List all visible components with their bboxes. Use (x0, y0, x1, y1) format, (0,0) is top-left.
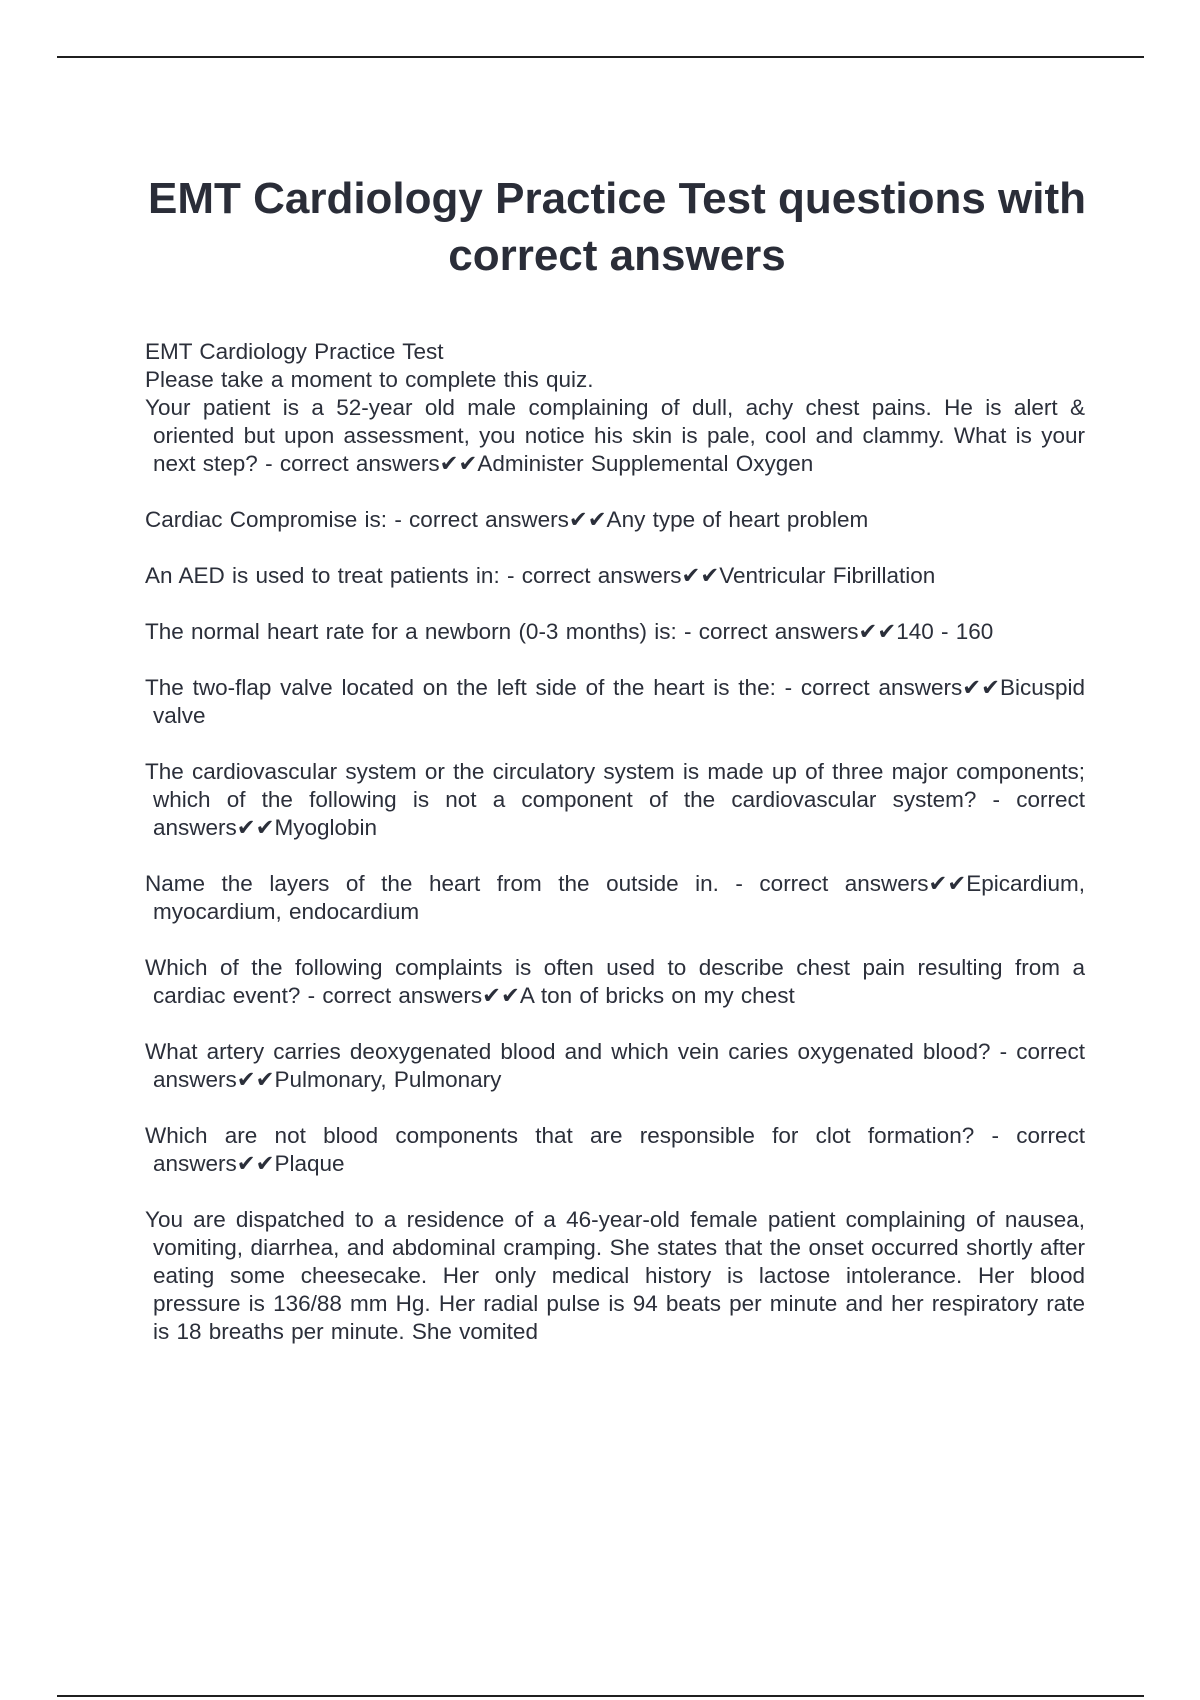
question-3: An AED is used to treat patients in: - correct answers✔✔Ventricular Fibrillation (145, 563, 936, 588)
top-rule (57, 56, 1144, 58)
question-6: The cardiovascular system or the circulatory system is made up of three major components; which of the following is not a component of the cardiovascular system? - correct answers✔✔Myoglobin (145, 759, 1085, 840)
question-5: The two-flap valve located on the left side of the heart is the: - correct answers✔✔Bicuspid valve (145, 675, 1085, 728)
question-11: You are dispatched to a residence of a 46-year-old female patient complaining of nausea, vomiting, diarrhea, and abdominal cramping. She states that the onset occurred shortly after eating some cheesecake. Her only medical history is lactose intolerance. Her blood pressure is 136/88 mm Hg. Her radial pulse is 94 beats per minute and her respiratory rate is 18 breaths per minute. She vomited (145, 1207, 1085, 1344)
question-10: Which are not blood components that are responsible for clot formation? - correct answers✔✔Plaque (145, 1123, 1085, 1176)
question-4: The normal heart rate for a newborn (0-3 months) is: - correct answers✔✔140 - 160 (145, 619, 994, 644)
question-9: What artery carries deoxygenated blood and which vein caries oxygenated blood? - correct answers✔✔Pulmonary, Pulmonary (145, 1039, 1085, 1092)
intro-heading: EMT Cardiology Practice Test (145, 339, 444, 364)
intro-block (145, 338, 1085, 478)
page-title: EMT Cardiology Practice Test questions with correct answers (147, 174, 1086, 280)
question-1: Your patient is a 52-year old male complaining of dull, achy chest pains. He is alert & oriented but upon assessment, you notice his skin is pale, cool and clammy. What is your next step? - correct answers✔✔Administer Supplemental Oxygen (145, 395, 1085, 476)
bottom-rule (57, 1695, 1144, 1697)
question-7: Name the layers of the heart from the outside in. - correct answers✔✔Epicardium, myocardium, endocardium (145, 871, 1085, 924)
question-8: Which of the following complaints is often used to describe chest pain resulting from a cardiac event? - correct answers✔✔A ton of bricks on my chest (145, 955, 1085, 1008)
document-body (145, 338, 1085, 1346)
intro-instruction: Please take a moment to complete this quiz. (145, 367, 594, 392)
question-2: Cardiac Compromise is: - correct answers✔✔Any type of heart problem (145, 507, 869, 532)
